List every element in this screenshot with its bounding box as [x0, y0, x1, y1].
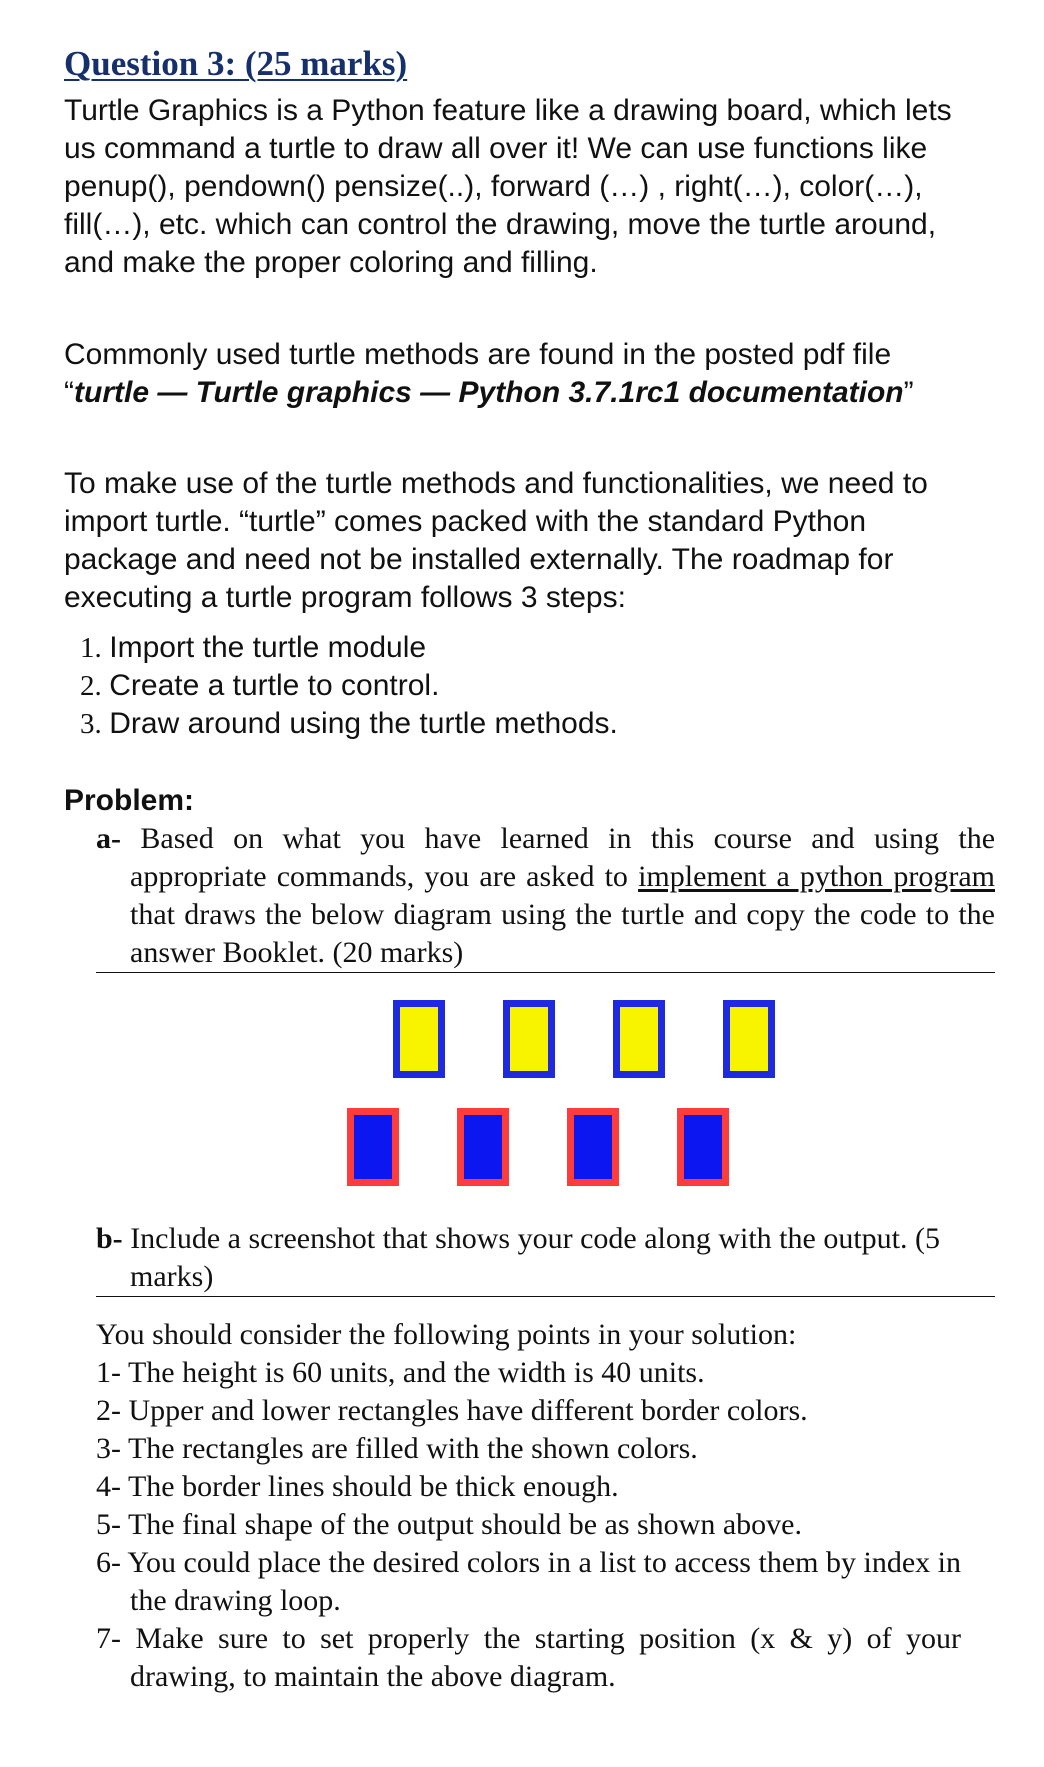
top-rectangle [393, 1000, 445, 1078]
bottom-rectangle [677, 1108, 729, 1186]
list-item: 1- The height is 60 units, and the width is 40 units. [96, 1356, 705, 1389]
list-item: 2- Upper and lower rectangles have different border colors. [96, 1394, 808, 1427]
intro-paragraph-1: Turtle Graphics is a Python feature like a drawing board, which lets us command a turtle to draw all over it! We can use functions like penup(), pendown() pensize(..), forward (…) , right(…), color(…), fill(…), etc. which can control the drawing, move the turtle around, and make the proper coloring and filling. [64, 94, 952, 279]
list-item: 4- The border lines should be thick enough. [96, 1470, 619, 1503]
intro-paragraph-3: To make use of the turtle methods and functionalities, we need to import turtle. “turtle” comes packed with the standard Python package and need not be installed externally. The roadmap for executing a turtle program follows 3 steps: [64, 467, 928, 614]
step-text: Create a turtle to control. [109, 669, 440, 702]
list-item [80, 667, 618, 705]
points-intro: You should consider the following points in your solution: [96, 1318, 797, 1351]
intro-p2-suffix: ” [903, 376, 914, 409]
bottom-rectangle [347, 1108, 399, 1186]
task-a [96, 820, 995, 973]
step-number: 3. [80, 708, 102, 740]
list-item [80, 629, 618, 667]
rectangles-diagram [370, 990, 830, 1200]
step-text: Import the turtle module [109, 631, 427, 664]
bottom-rectangle [567, 1108, 619, 1186]
list-item: 3- The rectangles are filled with the shown colors. [96, 1432, 698, 1465]
step-number: 1. [80, 632, 102, 664]
task-a-text-post: that draws the below diagram using the turtle and copy the code to the answer Booklet. (20 marks) [130, 898, 995, 969]
step-number: 2. [80, 670, 102, 702]
task-b-label: b- [96, 1222, 123, 1255]
documentation-reference: turtle — Turtle graphics — Python 3.7.1rc1 documentation [74, 376, 904, 409]
top-rectangle [723, 1000, 775, 1078]
task-a-underlined: implement a python program [638, 860, 996, 893]
task-a-label: a- [96, 822, 121, 855]
list-item: 5- The final shape of the output should be as shown above. [96, 1508, 802, 1541]
list-item: 6- You could place the desired colors in a list to access them by index in the drawing loop. [96, 1546, 961, 1617]
intro-p2-prefix: Commonly used turtle methods are found in the posted pdf file “ [64, 338, 892, 409]
steps-list [80, 629, 618, 743]
top-rectangle [503, 1000, 555, 1078]
problem-heading: Problem: [64, 784, 195, 817]
list-item [80, 705, 618, 743]
intro-paragraph-2 [64, 336, 984, 412]
points-list [96, 1354, 961, 1696]
top-rectangle [613, 1000, 665, 1078]
step-text: Draw around using the turtle methods. [109, 707, 618, 740]
task-a-text-pre: Based on what you have learned in this course and using the appropriate commands, you are asked to [130, 822, 996, 893]
bottom-rectangle [457, 1108, 509, 1186]
task-b-text: Include a screenshot that shows your code along with the output. (5 marks) [130, 1222, 940, 1293]
task-b [96, 1220, 995, 1297]
list-item: 7- Make sure to set properly the starting position (x & y) of your drawing, to maintain the above diagram. [96, 1622, 961, 1693]
question-title: Question 3: (25 marks) [64, 44, 408, 83]
